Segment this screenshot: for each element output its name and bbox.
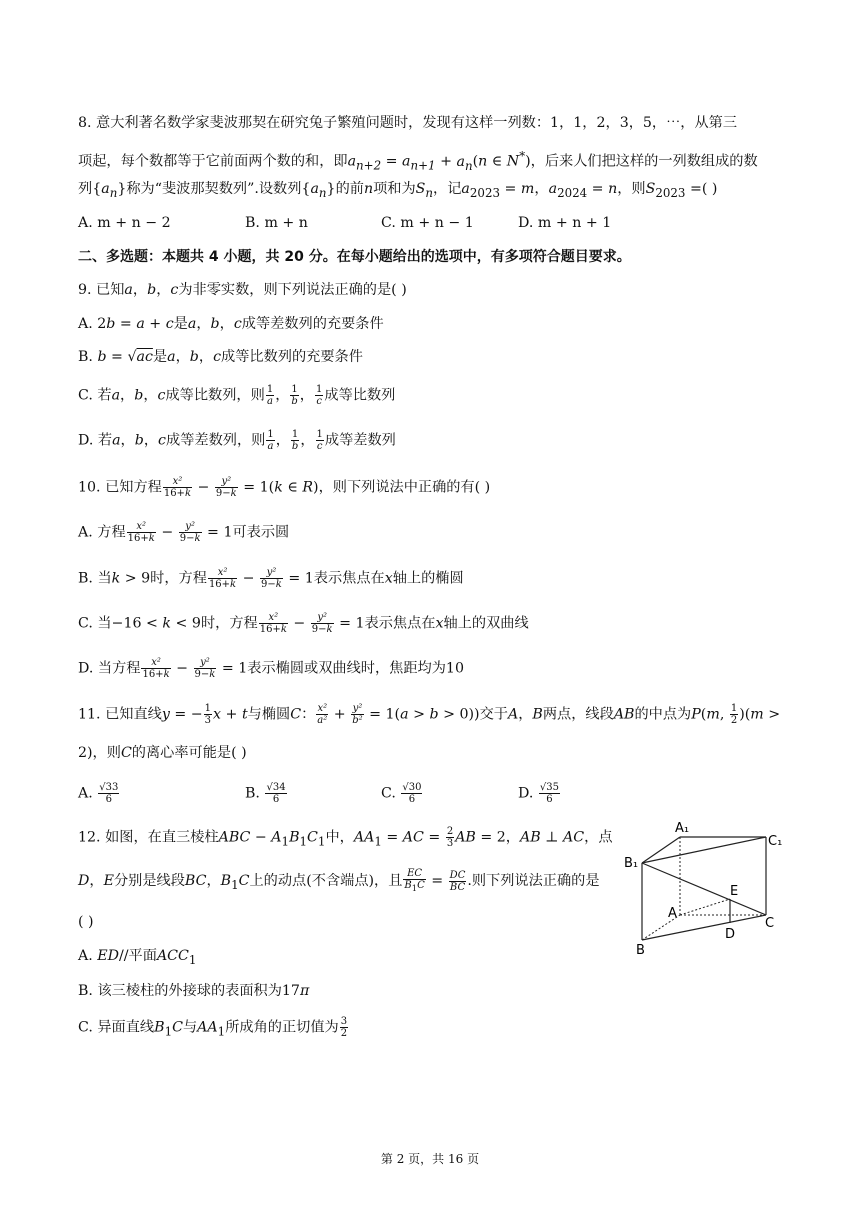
q12-option-c: C. 异面直线$B_1C$与$AA_1$所成角的正切值为 $\frac{3}{2}$: [78, 1016, 348, 1039]
q10-stem: 10. 已知方程 $\frac{\text{x²}}{16+k}$ − $\frac{\text{y²}}{9-k}$ = 1(k ∈ R)，则下列说法中正确的有( ): [78, 476, 491, 499]
q11-option-d: D. $\frac{√35}{6}$: [518, 782, 559, 805]
q9-option-b: B. b = √ac是a，b，c成等比数列的充要条件: [78, 349, 363, 365]
label-c: C: [765, 916, 775, 931]
page-footer: 第 2 页，共 16 页: [380, 1152, 480, 1166]
q8-option-a: A. m + n − 2: [78, 215, 171, 231]
prism-figure: [620, 815, 790, 965]
q11-option-a: A. $\frac{√33}{6}$: [78, 782, 119, 805]
q10-option-b: B. 当k > 9时，方程 $\frac{\text{x²}}{16+k}$ − $\frac{\text{y²}}{9-k}$ = 1表示焦点在x轴上的椭圆: [78, 567, 464, 590]
q11-option-c: C. $\frac{√30}{6}$: [381, 782, 422, 805]
q10-option-d: D. 当方程 $\frac{\text{x²}}{16+k}$ − $\frac{\text{y²}}{9-k}$ = 1表示椭圆或双曲线时，焦距均为10: [78, 657, 464, 680]
q8-option-c: C. m + n − 1: [381, 215, 474, 231]
label-a: A: [668, 906, 677, 921]
q8-option-b: B. m + n: [245, 215, 308, 231]
q11-option-b: B. $\frac{√34}{6}$: [245, 782, 286, 805]
q11-line1: 11. 已知直线y = − $\frac{1}{3}$ x + t与椭圆C： $\frac{\text{x²}}{\text{a²}}$ + $\frac{\text{y²}}{\text{b²}}$ = 1(a > b > 0))交于A，B两点，线段AB的中点为P(m, $\frac{1}{2}$ )(m >: [78, 703, 781, 726]
q9-option-c: C. 若a，b，c成等比数列，则 $\frac{1}{a}$ ， $\frac{1}{b}$ ， $\frac{1}{c}$ 成等比数列: [78, 384, 396, 407]
q12-line2: D，E分别是线段BC，$B_1C$上的动点(不含端点)，且 $\frac{EC}{B_1C}$ = $\frac{DC}{BC}$ .则下列说法正确的是: [78, 868, 600, 893]
q8-line1: 8. 意大利著名数学家斐波那契在研究兔子繁殖问题时，发现有这样一列数：1，1，2，3，5，⋯，从第三: [78, 115, 738, 131]
q9-stem: 9. 已知a，b，c为非零实数，则下列说法正确的是( ): [78, 282, 407, 298]
label-b: B: [636, 943, 645, 958]
q12-line3: ( ): [78, 914, 94, 930]
q11-line2: 2)，则C的离心率可能是( ): [78, 745, 247, 761]
label-a1: A₁: [675, 821, 690, 836]
q12-option-b: B. 该三棱柱的外接球的表面积为17π: [78, 983, 310, 999]
label-e: E: [730, 884, 739, 899]
q8-line2: 项起，每个数都等于它前面两个数的和，即$a_{n+2} = a_{n+1} + a_n(n$ ∈ N*)，后来人们把这样的一列数组成的数: [78, 149, 758, 173]
label-d: D: [725, 927, 736, 942]
q12-option-a: A. ED//平面$ACC_1$: [78, 948, 197, 967]
q9-option-d: D. 若a，b，c成等差数列，则 $\frac{1}{a}$ ， $\frac{1}{b}$ ， $\frac{1}{c}$ 成等差数列: [78, 429, 396, 452]
q10-option-a: A. 方程 $\frac{\text{x²}}{16+k}$ − $\frac{\text{y²}}{9-k}$ = 1可表示圆: [78, 521, 290, 544]
q10-option-c: C. 当−16 < k < 9时，方程 $\frac{\text{x²}}{16+k}$ − $\frac{\text{y²}}{9-k}$ = 1表示焦点在x轴上的双曲线: [78, 612, 529, 635]
section-heading: 二、多选题：本题共 4 小题，共 20 分。在每小题给出的选项中，有多项符合题目要求。: [78, 249, 631, 265]
label-b1: B₁: [624, 856, 639, 871]
q8-line3: 列$\{a_n\}$称为“斐波那契数列”.设数列$\{a_n\}$的前n项和为$S_n$，记$a_{2023} = m$，$a_{2024} = n$，则$S_{2023}$ =( ): [78, 181, 718, 200]
label-c1: C₁: [768, 834, 783, 849]
q12-line1: 12. 如图，在直三棱柱ABC − $A_1B_1C_1$中，$AA_1$ = AC = $\frac{2}{3}$ AB = 2，AB ⊥ AC，点: [78, 826, 613, 849]
q9-option-a: A. 2b = a + c是a，b，c成等差数列的充要条件: [78, 316, 384, 332]
q8-option-d: D. m + n + 1: [518, 215, 612, 231]
